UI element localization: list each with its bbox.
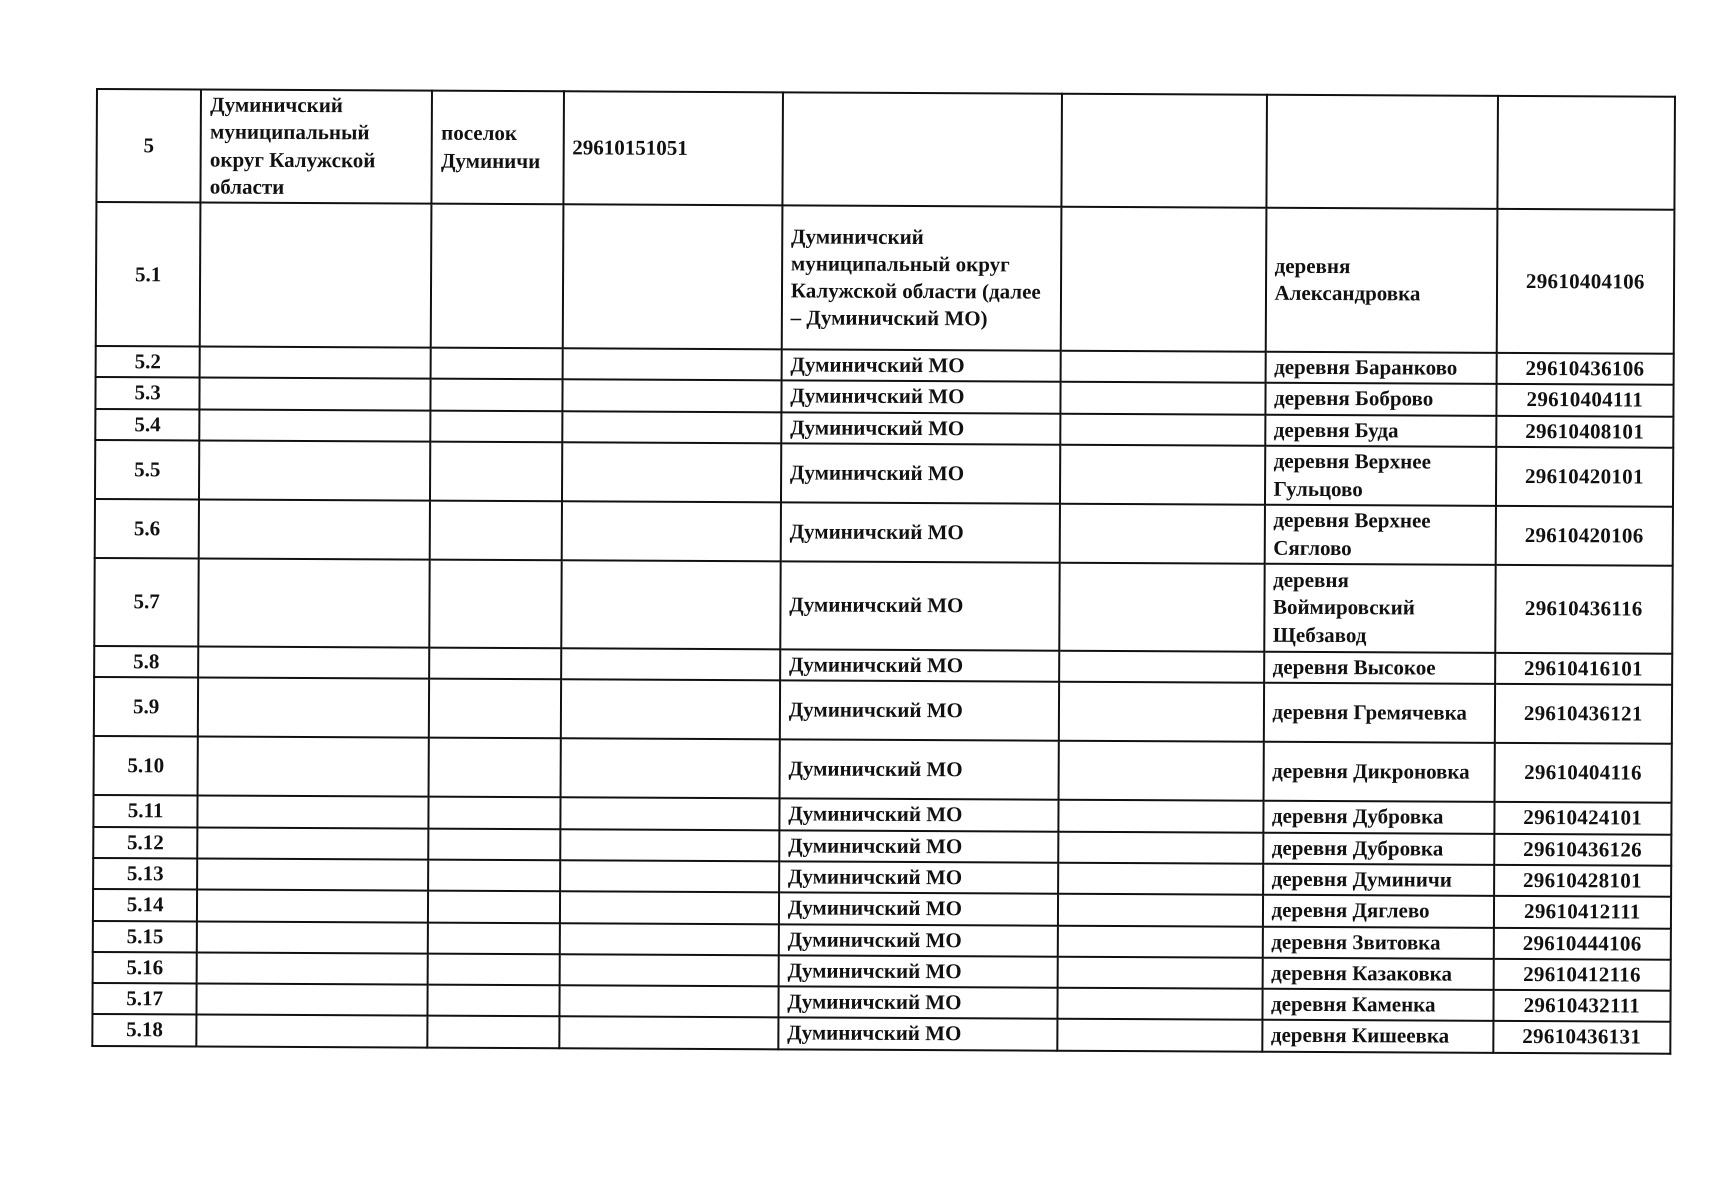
empty-cell [428,860,559,892]
municipality-cell: Думиничский МО [780,502,1060,562]
empty-cell [1060,445,1265,505]
row-number: 5.2 [96,346,200,378]
empty-cell [559,1017,778,1049]
empty-cell [1061,413,1265,445]
settlement-cell: деревня Александровка [1265,208,1497,353]
empty-cell [1062,94,1267,208]
empty-cell [562,442,782,502]
municipality-cell: Думиничский МО [778,955,1058,988]
empty-cell [430,442,561,502]
settlement-cell: деревня Дубровка [1263,801,1494,833]
settlements-table [91,88,1676,1054]
empty-cell [197,1015,428,1047]
empty-cell [559,923,778,955]
municipality-cell: Думиничский муниципальный округ Калужской области (далее – Думиничский МО) [782,206,1062,351]
empty-cell [431,204,563,349]
empty-cell [782,92,1062,207]
settlement-cell: деревня Звитовка [1262,926,1493,958]
settlement-code: 29610420106 [1495,506,1673,566]
empty-cell [1059,682,1264,742]
settlement-cell: деревня Кишеевка [1262,1020,1493,1052]
empty-cell [429,648,560,680]
settlement-cell: деревня Воймировский Щебзавод [1264,564,1496,653]
empty-cell [428,1016,559,1048]
table-row [94,677,1672,744]
row-number: 5.6 [95,499,200,559]
settlement-code: 29610420101 [1496,447,1674,507]
empty-cell [1058,957,1262,989]
municipality-cell: Думиничский МО [779,799,1059,832]
settlement-code: 29610436126 [1494,834,1672,866]
settlement-code: 29610444106 [1493,927,1671,959]
settlement-cell: деревня Буда [1265,414,1496,446]
municipality-cell: Думиничский МО [780,681,1060,741]
empty-cell [429,679,560,739]
empty-cell [198,647,429,679]
settlement-code: 29610404106 [1496,209,1674,354]
empty-cell [1059,741,1264,801]
empty-cell [198,678,429,738]
settlement-cell: деревня Каменка [1262,989,1493,1021]
empty-cell [1059,651,1263,683]
empty-cell [1061,382,1265,414]
empty-cell [198,737,429,797]
municipality-cell: Думиничский МО [779,740,1059,800]
empty-cell [1058,1019,1262,1051]
empty-cell [197,984,428,1016]
row-number: 5.8 [94,646,198,678]
empty-cell [428,985,559,1017]
row-number: 5.15 [93,921,197,953]
empty-cell [428,891,559,923]
empty-cell [559,985,778,1017]
settlement-cell: деревня Дубровка [1263,832,1494,864]
empty-cell [560,739,780,799]
table-row [96,202,1675,354]
settlement-cell: деревня Казаковка [1262,958,1493,990]
empty-cell [1058,863,1262,895]
empty-cell [1060,563,1265,652]
settlement-code: 29610404116 [1494,743,1672,803]
municipality-cell: Думиничский МО [781,381,1061,414]
settlement-code: 29610432111 [1493,990,1671,1022]
empty-cell [559,892,778,924]
empty-cell [562,411,781,443]
row-number: 5.9 [94,677,199,737]
empty-cell [428,922,559,954]
empty-cell [1058,925,1262,957]
settlement-code: 29610404111 [1496,384,1674,416]
empty-cell [199,441,430,501]
row-number: 5.13 [93,858,197,890]
empty-cell [560,860,779,892]
empty-cell [197,890,428,922]
empty-cell [560,829,779,861]
empty-cell [1061,351,1265,383]
empty-cell [197,858,428,890]
empty-cell [1266,95,1498,209]
settlement-code: 29610436121 [1494,684,1672,744]
empty-cell [197,952,428,984]
empty-cell [430,501,561,561]
empty-cell [200,203,432,348]
empty-cell [198,796,429,828]
row-number: 5.12 [93,827,197,859]
empty-cell [431,379,562,411]
empty-cell [199,500,430,560]
table-row [95,499,1673,566]
row-number: 5.11 [93,795,197,827]
table-row [94,558,1672,654]
municipality-cell: Думиничский МО [779,893,1059,926]
settlement-cell: деревня Гремячевка [1263,683,1494,743]
empty-cell [560,798,779,830]
empty-cell [429,797,560,829]
municipality-cell: Думиничский МО [778,1018,1058,1051]
municipality-cell: Думиничский МО [781,412,1061,445]
empty-cell [560,680,780,740]
table-row-header [96,89,1675,210]
empty-cell [1061,207,1266,352]
district-name: Думиничский муниципальный округ Калужской области [201,90,433,204]
empty-cell [562,204,782,349]
settlement-cell: деревня Боброво [1265,383,1496,415]
table-row [94,736,1672,803]
empty-cell [561,501,781,561]
empty-cell [1058,894,1262,926]
municipality-cell: Думиничский МО [779,861,1059,894]
empty-cell [197,921,428,953]
settlement-code: 29610428101 [1494,865,1672,897]
settlement-code: 29610436116 [1495,565,1673,654]
admin-center-code: 29610151051 [563,91,783,205]
empty-cell [200,409,431,441]
settlement-code: 29610436131 [1493,1021,1671,1053]
empty-cell [431,410,562,442]
empty-cell [561,648,780,680]
empty-cell [429,738,560,798]
settlement-cell: деревня Высокое [1264,652,1495,684]
settlement-code: 29610416101 [1495,653,1673,685]
empty-cell [562,348,781,380]
settlement-cell: деревня Дяглево [1262,895,1493,927]
settlement-cell: деревня Верхнее Сяглово [1264,505,1495,565]
empty-cell [1059,800,1263,832]
row-number: 5.4 [95,409,199,441]
empty-cell [199,559,431,648]
empty-cell [1058,988,1262,1020]
settlement-code: 29610436106 [1496,353,1674,385]
row-number: 5.17 [92,983,196,1015]
empty-cell [1497,96,1675,210]
empty-cell [200,347,431,379]
empty-cell [1058,831,1262,863]
empty-cell [428,953,559,985]
settlement-code: 29610412111 [1494,896,1672,928]
empty-cell [562,380,781,412]
municipality-cell: Думиничский МО [781,350,1061,383]
empty-cell [561,560,781,649]
empty-cell [431,348,562,380]
settlement-code: 29610424101 [1494,802,1672,834]
empty-cell [1060,504,1265,564]
municipality-cell: Думиничский МО [780,649,1060,682]
empty-cell [200,378,431,410]
table-row [95,440,1673,507]
row-number: 5.18 [92,1014,196,1046]
row-number: 5.14 [93,889,197,921]
municipality-cell: Думиничский МО [779,830,1059,863]
empty-cell [430,560,562,649]
empty-cell [559,954,778,986]
row-number: 5.1 [96,202,201,347]
empty-cell [429,828,560,860]
row-number: 5.7 [94,558,199,647]
row-number: 5.3 [95,377,199,409]
settlement-cell: деревня Баранково [1265,352,1496,384]
municipality-cell: Думиничский МО [780,561,1060,650]
municipality-cell: Думиничский МО [778,987,1058,1020]
settlement-code: 29610408101 [1496,416,1674,448]
empty-cell [198,827,429,859]
row-number: 5 [96,89,201,203]
row-number: 5.16 [93,952,197,984]
row-number: 5.5 [95,440,200,500]
row-number: 5.10 [94,736,199,796]
settlement-code: 29610412116 [1493,959,1671,991]
municipality-cell: Думиничский МО [779,924,1059,957]
settlement-cell: деревня Дикроновка [1263,742,1494,802]
table-row [92,1014,1670,1053]
admin-center: поселок Думиничи [432,91,564,205]
settlement-cell: деревня Верхнее Гульцово [1264,446,1495,506]
settlement-cell: деревня Думиничи [1263,864,1494,896]
municipality-cell: Думиничский МО [781,443,1061,503]
